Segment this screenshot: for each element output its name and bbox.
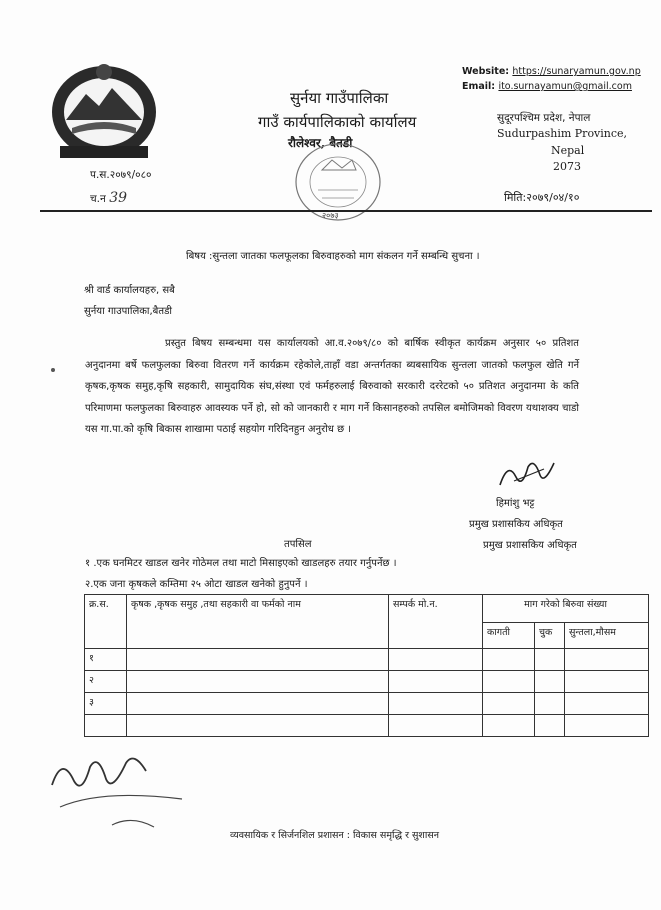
annex-item-1: १ .एक घनमिटर खाडल खनेर गोठेमल तथा माटो मिसाइएको खाडलहरु तयार गर्नुपर्नेछ । [85, 558, 397, 569]
bottom-signature-stamp [42, 745, 202, 840]
email-line [462, 81, 632, 92]
website-label: Website: [462, 66, 510, 77]
province-english: Sudurpashim Province, [497, 127, 628, 140]
body-paragraph: प्रस्तुत बिषय सम्बन्धमा यस कार्यालयको आ.व.२०७९/८० को बार्षिक स्वीकृत कार्यक्रम अनुसार ५० प्रतिशत अनुदानमा बर्षे फलफुलका बिरुवा वितरण गर्ने कार्यक्रम रहेकोले,ताहाँ वडा अन्तर्गतका ब्यबसायिक सुन्तला जातको फलफुल खेति गर्ने कृषक,कृषक समुह,कृषि सहकारी, सामुदायिक संघ,संस्था एवं फर्महरुलाई बिरुवाको सरकारी दररेटको ५० प्रतिशत अनुदानमा के कति परिमाणमा फलफुलका बिरुवाहरु आवस्यक पर्ने हो, सो को जानकारी र माग गर्ने किसानहरुको तपसिल बमोजिमको विवरण यथाशक्य चाडो यस गा.पा.को कृषि बिकास शाखामा पठाई सहयोग गरिदिनहुन अनुरोध छ । [85, 338, 579, 435]
annex-title: तपसिल [284, 539, 312, 550]
col-header-contact: सम्पर्क मो.न. [389, 595, 483, 649]
website-line [462, 66, 641, 77]
margin-dot [51, 368, 55, 372]
annex-item-2: २.एक जना कृषकले कम्तिमा २५ ओटा खाडल खनेको हुनुपर्ने । [85, 579, 308, 590]
sub-header-lemon: कागती [483, 623, 535, 649]
table-row [85, 693, 649, 715]
subject-line: बिषय :सुन्तला जातका फलफूलका बिरुवाहरुको माग संकलन गर्ने सम्बन्धि सुचना । [186, 251, 480, 262]
office-location: रौलेश्वर, बैतडी [288, 136, 353, 150]
table-row [85, 671, 649, 693]
website-link[interactable]: https://sunaryamun.gov.np [512, 66, 641, 77]
email-link[interactable]: ito.surnayamun@gmail.com [498, 81, 632, 92]
col-header-sn: क्र.स. [85, 595, 127, 649]
demand-table [84, 594, 649, 737]
email-label: Email: [462, 81, 496, 92]
table-row [85, 715, 649, 737]
signer-name: हिमांशु भट्ट [496, 498, 535, 509]
footer-motto: व्यवसायिक र सिर्जनशिल प्रशासन : विकास समृद्धि र सुशासन [230, 830, 440, 841]
signature-mark [494, 455, 564, 495]
office-title: गाउँ कार्यपालिकाको कार्यालय [258, 113, 417, 131]
province-nepali: सुदूरपश्चिम प्रदेश, नेपाल [497, 112, 591, 124]
recipient-line-2: सुर्नया गाउपालिका,बैतडी [84, 306, 173, 317]
letter-date: मिति:२०७९/०४/१० [504, 191, 580, 204]
sub-header-orange: सुन्तला,मौसम [565, 623, 649, 649]
seal-number: २०७३ [322, 211, 339, 220]
sub-header-chuk: चुक [535, 623, 565, 649]
table-row [85, 649, 649, 671]
nepal-emblem-logo [44, 60, 164, 165]
established-year: 2073 [553, 160, 581, 173]
office-name: सुर्नया गाउँपालिका [290, 89, 389, 107]
header-divider [40, 210, 652, 212]
row-sn: १ [85, 649, 127, 671]
letter-ch-number [90, 190, 127, 206]
signer-title: प्रमुख प्रशासकिय अधिकृत [469, 519, 563, 530]
recipient-line-1: श्री वार्ड कार्यालयहरु, सबै [84, 285, 175, 296]
col-header-demand: माग गरेको बिरुवा संख्या [483, 595, 649, 623]
country: Nepal [551, 144, 585, 157]
letter-ps-number: प.स.२०७९/०८० [90, 169, 152, 181]
ch-value: 39 [109, 190, 128, 206]
row-sn: २ [85, 671, 127, 693]
signer-title-stamp: प्रमुख प्रशासकिय अधिकृत [483, 540, 577, 551]
ch-label: च.न [90, 193, 106, 205]
col-header-name: कृषक ,कृषक समुह ,तथा सहकारी वा फर्मको नाम [127, 595, 389, 649]
row-sn: ३ [85, 693, 127, 715]
row-sn [85, 715, 127, 737]
